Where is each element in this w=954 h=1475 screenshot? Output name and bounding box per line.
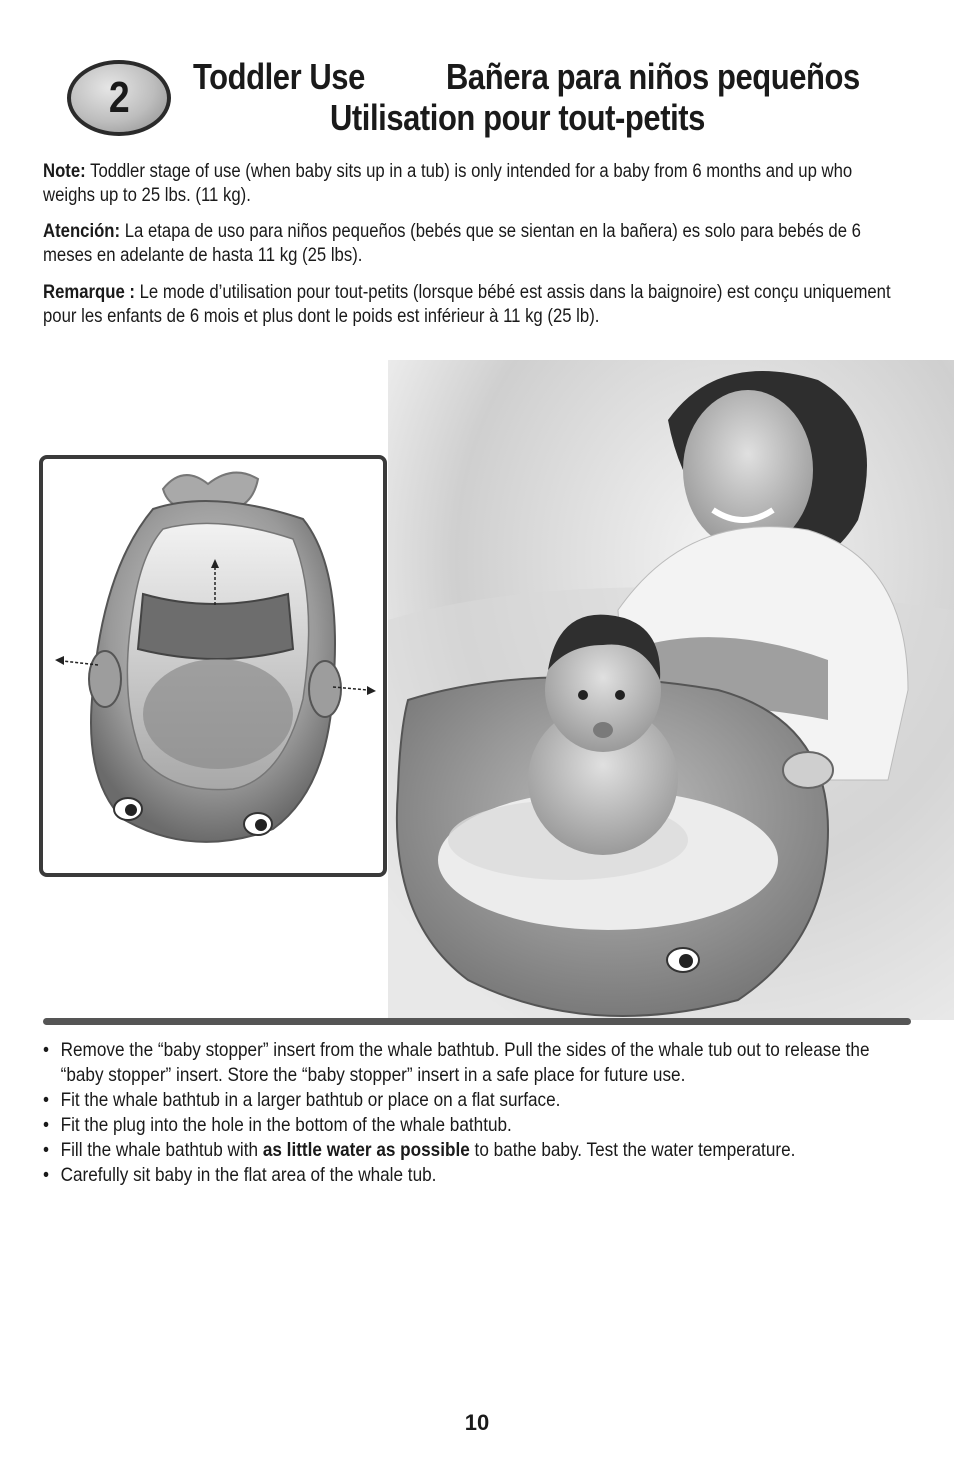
note-french: [43, 281, 892, 329]
instruction-item: [43, 1038, 897, 1088]
instruction-text: Remove the “baby stopper” insert from the whale bathtub. Pull the sides of the whale tub out to release the “baby stopper” insert. Store the “baby stopper” insert in a safe place for future use.: [60, 1039, 870, 1086]
note-label: Note:: [43, 161, 86, 182]
step-number-badge: [67, 60, 171, 136]
instruction-text: Fit the plug into the hole in the bottom of the whale bathtub.: [60, 1114, 512, 1136]
instruction-text-before: Fill the whale bathtub with: [60, 1139, 263, 1161]
instruction-item: [43, 1163, 897, 1188]
section-divider: [43, 1018, 911, 1025]
page-number: 10: [464, 1410, 490, 1435]
step-number: 2: [108, 73, 130, 122]
instruction-list: [43, 1038, 897, 1188]
instruction-item: [43, 1113, 897, 1138]
instruction-emphasis: as little water as possible: [262, 1139, 470, 1161]
instruction-item: [43, 1088, 897, 1113]
whale-tub-drawing: [43, 459, 383, 873]
note-text: Le mode d’utilisation pour tout-petits (lorsque bébé est assis dans la baignoire) est conçu uniquement pour les enfants de 6 mois et plus dont le poids est inférieur à 11 kg (25 lb).: [43, 282, 891, 327]
title-spanish: Bañera para niños pequeños: [446, 56, 860, 97]
instruction-item: [43, 1138, 897, 1163]
title-french: Utilisation pour tout-petits: [330, 97, 705, 138]
instruction-text: Carefully sit baby in the flat area of the whale tub.: [60, 1164, 437, 1186]
note-text: Toddler stage of use (when baby sits up in a tub) is only intended for a baby from 6 months and up who weighs up to 25 lbs. (11 kg).: [43, 161, 853, 206]
note-english: [43, 160, 892, 208]
title-english: Toddler Use: [193, 56, 365, 97]
instruction-text-after: to bathe baby. Test the water temperature.: [469, 1139, 796, 1161]
instruction-text: Fit the whale bathtub in a larger bathtub or place on a flat surface.: [60, 1089, 561, 1111]
note-spanish: [43, 220, 892, 268]
photo-drawing: [388, 360, 954, 1020]
note-label: Remarque :: [43, 282, 135, 303]
note-label: Atención:: [43, 221, 121, 242]
note-text: La etapa de uso para niños pequeños (bebés que se sientan en la bañera) es solo para bebés de 6 meses en adelante de hasta 11 kg (25 lbs).: [43, 221, 861, 266]
mother-bathing-baby-photo: [388, 360, 954, 1020]
whale-tub-inset-illustration: [39, 455, 387, 877]
